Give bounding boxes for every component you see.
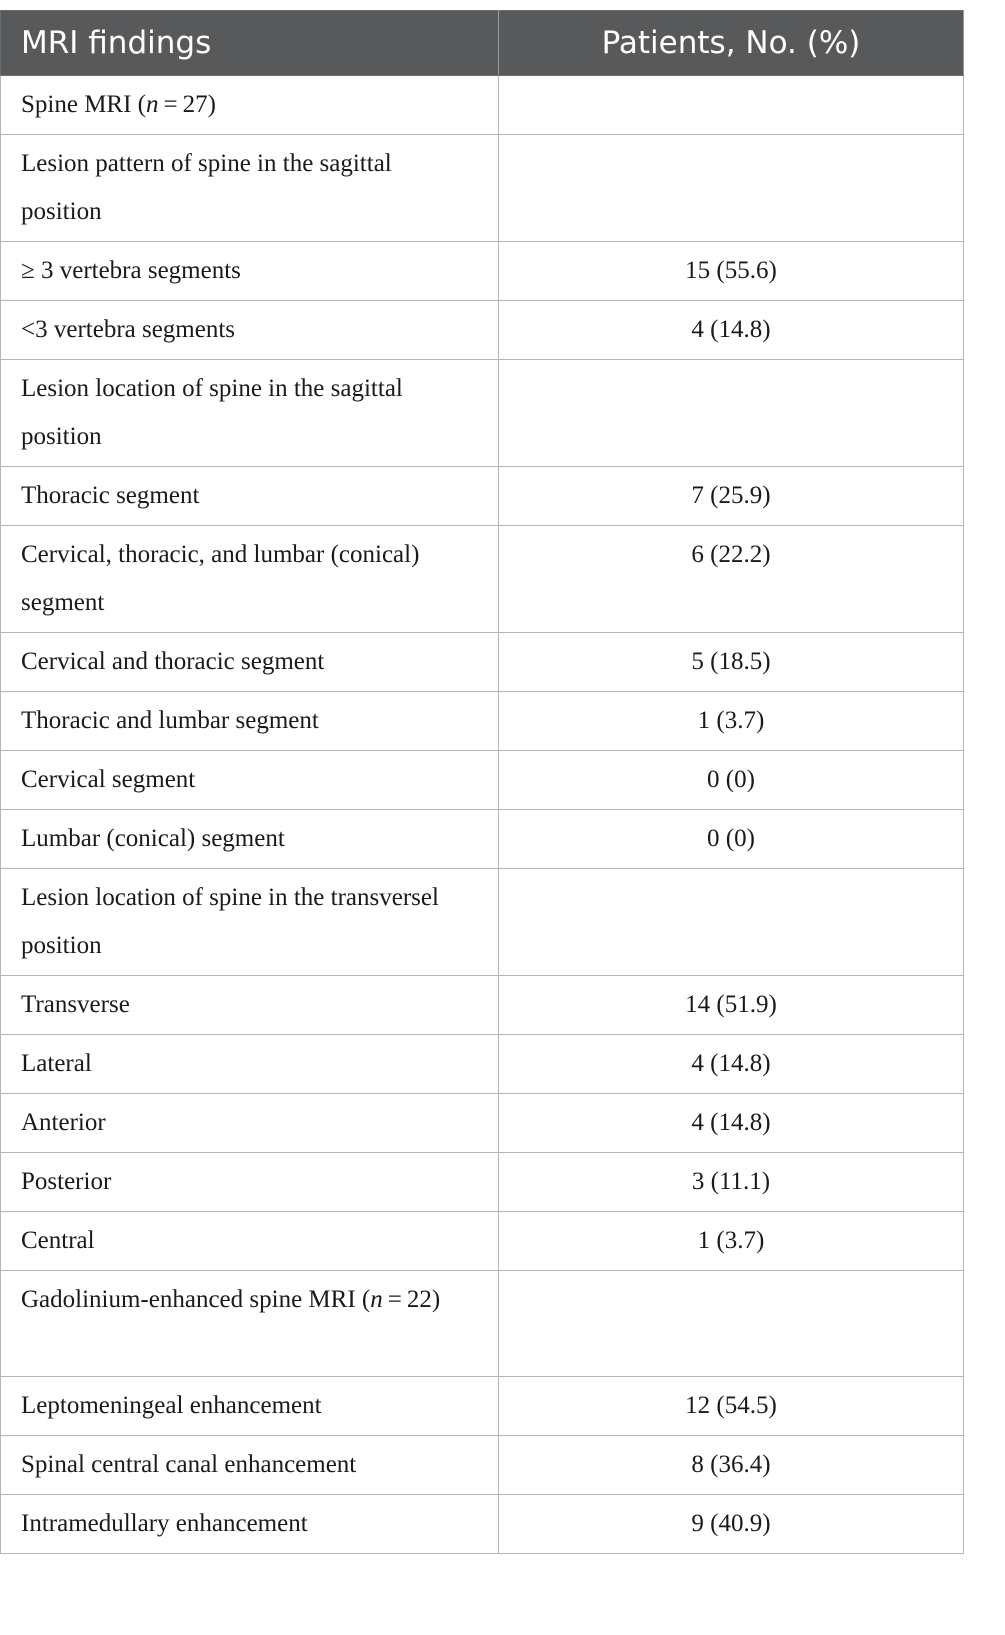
row-value: 15 (55.6) (499, 242, 964, 301)
header-patients: Patients, No. (%) (499, 11, 964, 76)
row-value: 5 (18.5) (499, 633, 964, 692)
row-value (499, 869, 964, 976)
row-label: Cervical, thoracic, and lumbar (conical) segment (1, 526, 499, 633)
table-row (1, 751, 964, 810)
row-label: Cervical segment (1, 751, 499, 810)
table-row (1, 1377, 964, 1436)
row-label: Lesion location of spine in the transversel position (1, 869, 499, 976)
table-row (1, 633, 964, 692)
row-value: 14 (51.9) (499, 976, 964, 1035)
table-row (1, 810, 964, 869)
row-value: 12 (54.5) (499, 1377, 964, 1436)
row-label: Lesion location of spine in the sagittal position (1, 360, 499, 467)
row-label: Cervical and thoracic segment (1, 633, 499, 692)
row-value: 1 (3.7) (499, 692, 964, 751)
row-label: Leptomeningeal enhancement (1, 1377, 499, 1436)
row-value (499, 360, 964, 467)
table-row (1, 1094, 964, 1153)
mri-findings-table-container (0, 10, 963, 1554)
row-label: Posterior (1, 1153, 499, 1212)
row-value: 8 (36.4) (499, 1436, 964, 1495)
row-label: Spinal central canal enhancement (1, 1436, 499, 1495)
row-value (499, 1271, 964, 1377)
table-row (1, 1495, 964, 1554)
table-row (1, 1271, 964, 1377)
row-value: 0 (0) (499, 751, 964, 810)
row-value: 3 (11.1) (499, 1153, 964, 1212)
row-value: 9 (40.9) (499, 1495, 964, 1554)
table-row (1, 1436, 964, 1495)
row-label: Gadolinium-enhanced spine MRI (n = 22) (1, 1271, 499, 1377)
table-row (1, 869, 964, 976)
table-body (1, 76, 964, 1554)
mri-findings-table (0, 10, 964, 1554)
table-row (1, 976, 964, 1035)
row-value: 1 (3.7) (499, 1212, 964, 1271)
table-row (1, 526, 964, 633)
row-value: 6 (22.2) (499, 526, 964, 633)
row-label: Spine MRI (n = 27) (1, 76, 499, 135)
header-mri-findings: MRI findings (1, 11, 499, 76)
table-row (1, 360, 964, 467)
row-value (499, 76, 964, 135)
row-label: Anterior (1, 1094, 499, 1153)
row-label: <3 vertebra segments (1, 301, 499, 360)
row-value: 0 (0) (499, 810, 964, 869)
table-row (1, 467, 964, 526)
row-label: Lateral (1, 1035, 499, 1094)
table-row (1, 1035, 964, 1094)
row-label: Intramedullary enhancement (1, 1495, 499, 1554)
row-label: ≥ 3 vertebra segments (1, 242, 499, 301)
row-value: 4 (14.8) (499, 1094, 964, 1153)
row-label: Thoracic segment (1, 467, 499, 526)
row-value: 4 (14.8) (499, 1035, 964, 1094)
table-row (1, 135, 964, 242)
row-label: Lesion pattern of spine in the sagittal position (1, 135, 499, 242)
row-value: 7 (25.9) (499, 467, 964, 526)
table-row (1, 1212, 964, 1271)
row-label: Lumbar (conical) segment (1, 810, 499, 869)
table-row (1, 242, 964, 301)
row-label: Central (1, 1212, 499, 1271)
table-row (1, 1153, 964, 1212)
table-row (1, 76, 964, 135)
table-row (1, 692, 964, 751)
row-value: 4 (14.8) (499, 301, 964, 360)
table-header-row (1, 11, 964, 76)
table-row (1, 301, 964, 360)
row-label: Thoracic and lumbar segment (1, 692, 499, 751)
row-value (499, 135, 964, 242)
row-label: Transverse (1, 976, 499, 1035)
